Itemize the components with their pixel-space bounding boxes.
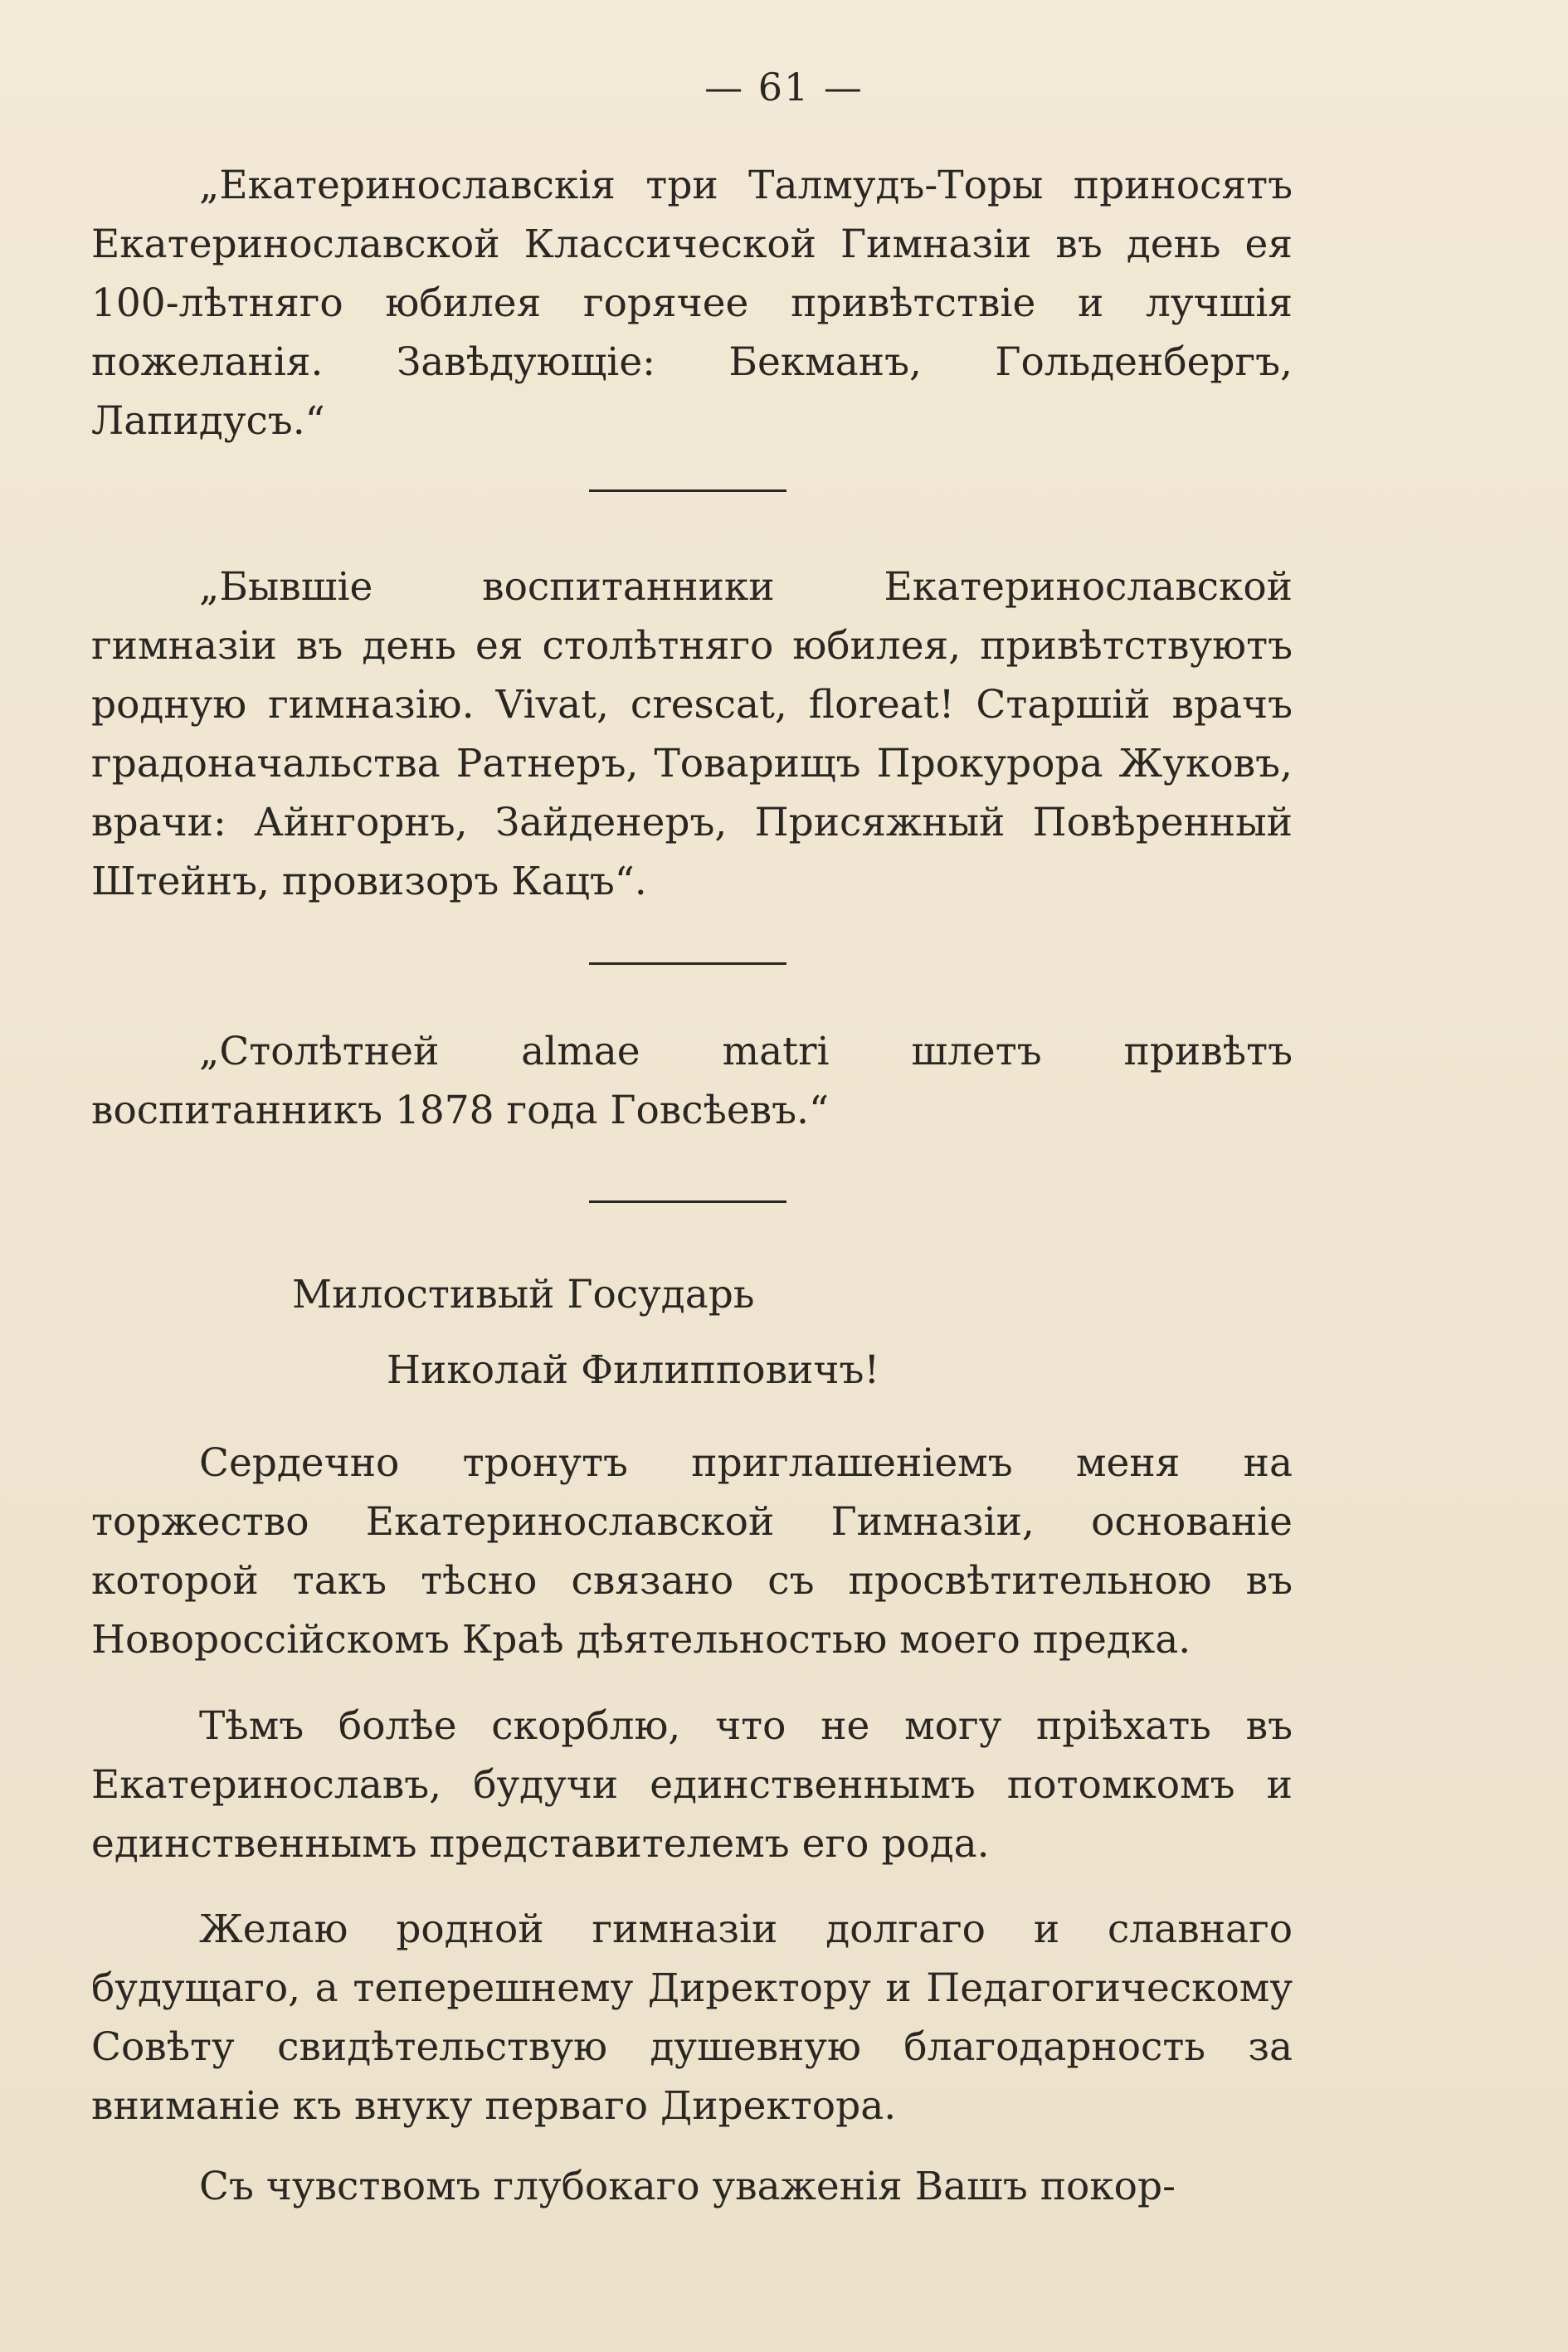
page-number: — 61 — [704, 65, 864, 110]
letter-body [91, 1900, 1293, 2135]
paragraph: Желаю родной гимназіи долгаго и славнаго будущаго, а теперешнему Директору и Педагогическому Совѣту свидѣтельствую душевную благодарность за вниманіе къ внуку перваго Директора. [91, 1906, 1293, 2129]
paragraph: Сердечно тронутъ приглашеніемъ меня на торжество Екатеринославской Гимназіи, основаніе которой такъ тѣсно связано съ просвѣтительною въ Новороссійскомъ Краѣ дѣятельностью моего предка. [91, 1440, 1293, 1663]
greeting-former-pupils [91, 558, 1293, 911]
letter-salutation-line1: Милостивый Государь [292, 1272, 755, 1317]
letter-body [91, 2157, 1293, 2216]
section-divider [589, 962, 786, 965]
letter-body [91, 1697, 1293, 1873]
letter-salutation-line2: Николай Филипповичъ! [387, 1347, 880, 1393]
section-divider [589, 1200, 786, 1203]
letter-body [91, 1434, 1293, 1669]
paragraph: „Екатеринославскія три Талмудъ-Торы приносятъ Екатеринославской Классической Гимназіи въ день ея 100-лѣтняго юбилея горячее привѣтствіе и лучшія пожеланія. Завѣдующіе: Бекманъ, Гольденбергъ, Лапидусъ.“ [91, 163, 1293, 444]
paragraph: Съ чувствомъ глубокаго уваженія Вашъ покор- [199, 2164, 1176, 2209]
paragraph: „Столѣтней almae matri шлетъ привѣтъ воспитанникъ 1878 года Говсѣевъ.“ [91, 1029, 1293, 1133]
greeting-govseev [91, 1022, 1293, 1140]
greeting-talmud-torah [91, 156, 1293, 450]
paragraph: Тѣмъ болѣе скорблю, что не могу пріѣхать въ Екатеринославъ, будучи единственнымъ потомкомъ и единственнымъ представителемъ его рода. [91, 1703, 1293, 1867]
section-divider [589, 489, 786, 492]
paragraph: „Бывшіе воспитанники Екатеринославской гимназіи въ день ея столѣтняго юбилея, привѣтствуютъ родную гимназію. Vivat, crescat, floreat! Старшій врачъ градоначальства Ратнеръ, Товарищъ Прокурора Жуковъ, врачи: Айнгорнъ, Зайденеръ, Присяжный Повѣренный Штейнъ, провизоръ Кацъ“. [91, 564, 1293, 904]
